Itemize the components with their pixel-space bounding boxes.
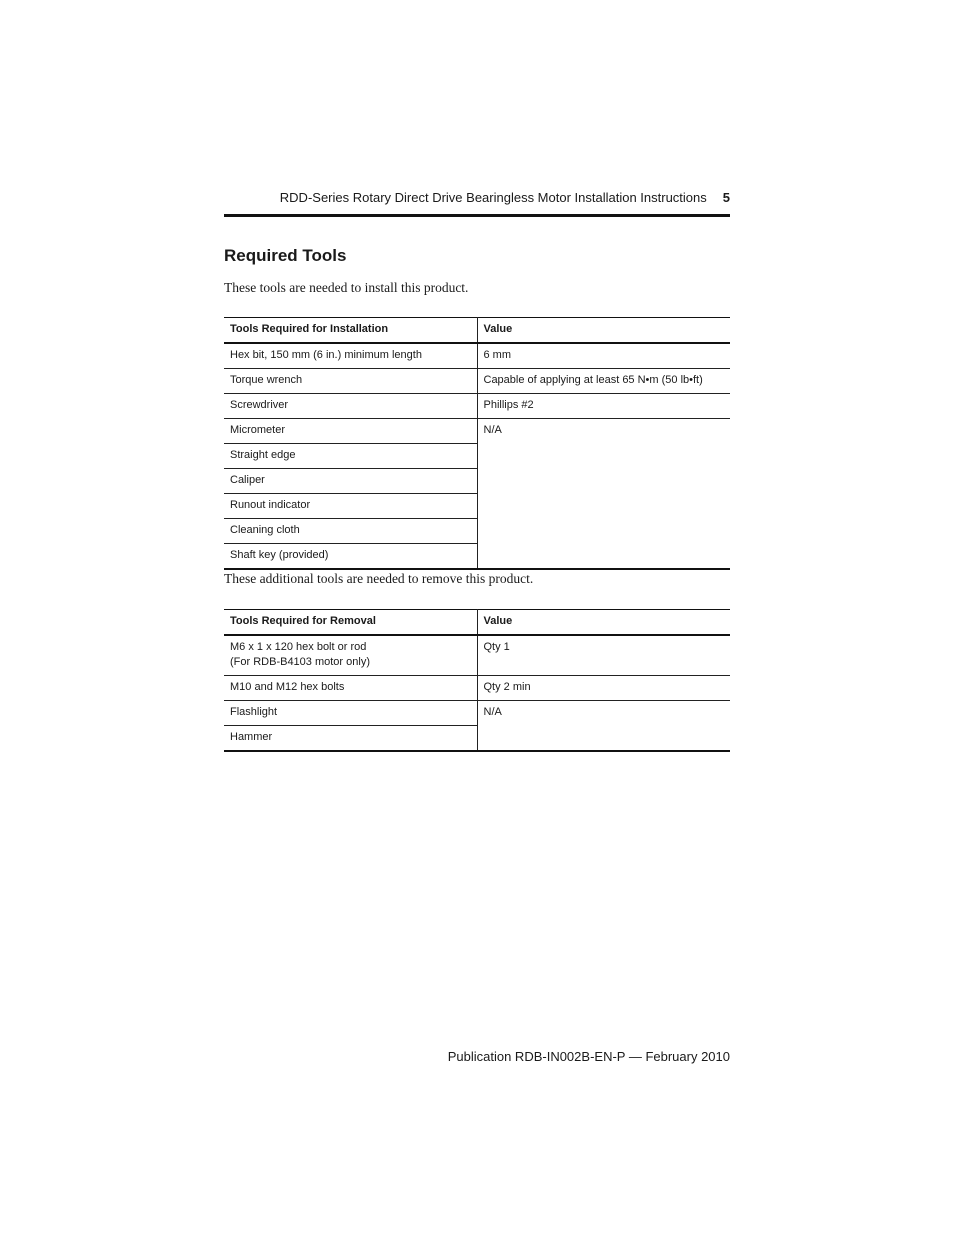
tool-cell: Flashlight	[224, 701, 477, 726]
value-cell: Qty 2 min	[477, 676, 730, 701]
tool-cell: Caliper	[224, 469, 477, 494]
table-row	[224, 419, 730, 444]
running-header	[224, 190, 730, 205]
table-header-row	[224, 318, 730, 344]
table-row	[224, 635, 730, 676]
column-header-tool: Tools Required for Removal	[224, 610, 477, 636]
tool-cell: Shaft key (provided)	[224, 544, 477, 570]
tool-cell	[224, 635, 477, 676]
tool-cell: Torque wrench	[224, 369, 477, 394]
tool-cell: Screwdriver	[224, 394, 477, 419]
table-header-row	[224, 610, 730, 636]
header-title: RDD-Series Rotary Direct Drive Bearingless Motor Installation Instructions	[279, 190, 707, 205]
table-row	[224, 369, 730, 394]
table-row	[224, 676, 730, 701]
tool-cell: M10 and M12 hex bolts	[224, 676, 477, 701]
install-intro: These tools are needed to install this product.	[224, 280, 469, 295]
tool-cell: Straight edge	[224, 444, 477, 469]
value-cell: 6 mm	[477, 343, 730, 369]
column-header-tool: Tools Required for Installation	[224, 318, 477, 344]
value-cell: N/A	[477, 419, 730, 570]
installation-tools-table	[224, 317, 730, 570]
table-row	[224, 701, 730, 726]
tool-cell: Hammer	[224, 726, 477, 752]
value-cell: Phillips #2	[477, 394, 730, 419]
value-cell: Capable of applying at least 65 N•m (50 lb•ft)	[477, 369, 730, 394]
tool-line: M6 x 1 x 120 hex bolt or rod	[230, 641, 367, 653]
value-cell: Qty 1	[477, 635, 730, 676]
column-header-value: Value	[477, 318, 730, 344]
table-row	[224, 343, 730, 369]
tool-cell: Runout indicator	[224, 494, 477, 519]
tool-cell: Hex bit, 150 mm (6 in.) minimum length	[224, 343, 477, 369]
tool-cell: Micrometer	[224, 419, 477, 444]
removal-tools-table	[224, 609, 730, 752]
value-cell: N/A	[477, 701, 730, 752]
tool-note: (For RDB-B4103 motor only)	[230, 656, 370, 668]
section-title: Required Tools	[224, 246, 347, 265]
tool-cell: Cleaning cloth	[224, 519, 477, 544]
table-row	[224, 394, 730, 419]
column-header-value: Value	[477, 610, 730, 636]
removal-intro: These additional tools are needed to remove this product.	[224, 571, 534, 586]
publication-footer: Publication RDB-IN002B-EN-P — February 2010	[447, 1049, 730, 1064]
header-rule	[224, 214, 730, 217]
page-number: 5	[722, 190, 730, 205]
